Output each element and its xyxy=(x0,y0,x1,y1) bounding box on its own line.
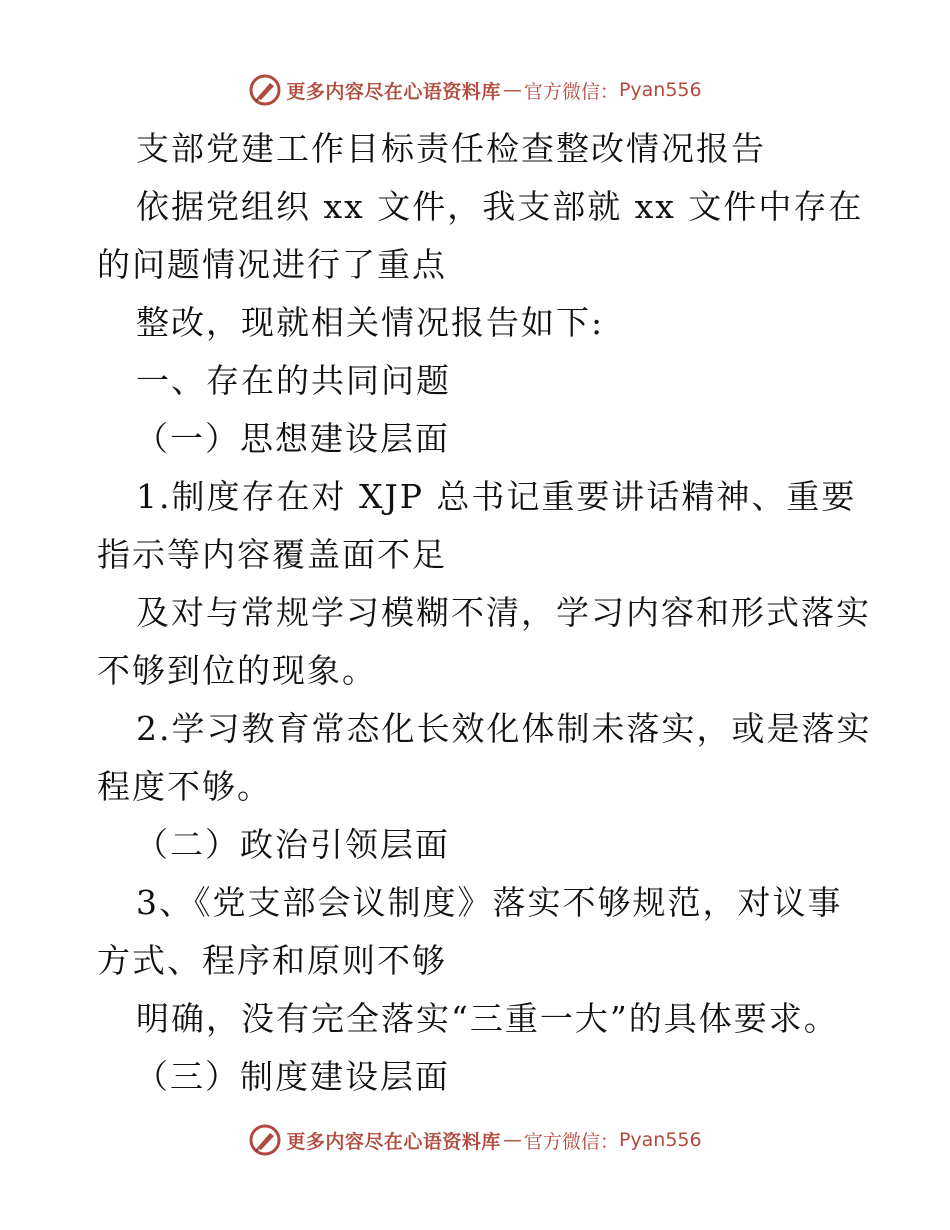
banner-dash: — xyxy=(502,79,522,101)
paragraph-line: 明确，没有完全落实“三重一大”的具体要求。 xyxy=(136,999,839,1038)
doc-title: 支部党建工作目标责任检查整改情况报告 xyxy=(136,129,766,168)
paragraph-line: 1.制度存在对 XJP 总书记重要讲话精神、重要 xyxy=(136,477,857,516)
banner-wechat-id: Pyan556 xyxy=(618,1129,702,1151)
paragraph-line: 整改，现就相关情况报告如下: xyxy=(136,303,605,342)
footer-banner xyxy=(0,1120,950,1160)
pen-circle-logo-icon xyxy=(248,1123,282,1157)
banner-site-text: 更多内容尽在心语资料库 xyxy=(286,1130,501,1153)
paragraph-line: 及对与常规学习模糊不清，学习内容和形式落实 xyxy=(136,593,871,632)
document-body xyxy=(97,120,872,1106)
subsection-heading: （一）思想建设层面 xyxy=(135,419,450,458)
paragraph-line: 的问题情况进行了重点 xyxy=(97,245,447,284)
paragraph-line: 不够到位的现象。 xyxy=(97,651,377,690)
banner-dash: — xyxy=(502,1129,522,1151)
paragraph-line: 3、《党支部会议制度》落实不够规范，对议事 xyxy=(136,883,843,922)
section-heading: 一、存在的共同问题 xyxy=(136,361,451,400)
paragraph-line: 2.学习教育常态化长效化体制未落实，或是落实 xyxy=(136,709,872,748)
subsection-heading: （二）政治引领层面 xyxy=(135,825,450,864)
header-banner xyxy=(0,70,950,110)
paragraph-line: 程度不够。 xyxy=(97,767,272,806)
banner-site-text: 更多内容尽在心语资料库 xyxy=(286,80,501,103)
paragraph-line: 方式、程序和原则不够 xyxy=(97,941,447,980)
paragraph-line: 依据党组织 xx 文件，我支部就 xx 文件中存在 xyxy=(136,187,864,226)
banner-wechat-label: 官方微信： xyxy=(523,80,619,103)
banner-wechat-id: Pyan556 xyxy=(618,79,702,101)
banner-wechat-label: 官方微信： xyxy=(523,1130,619,1153)
subsection-heading: （三）制度建设层面 xyxy=(135,1057,450,1096)
paragraph-line: 指示等内容覆盖面不足 xyxy=(97,535,447,574)
pen-circle-logo-icon xyxy=(248,73,282,107)
